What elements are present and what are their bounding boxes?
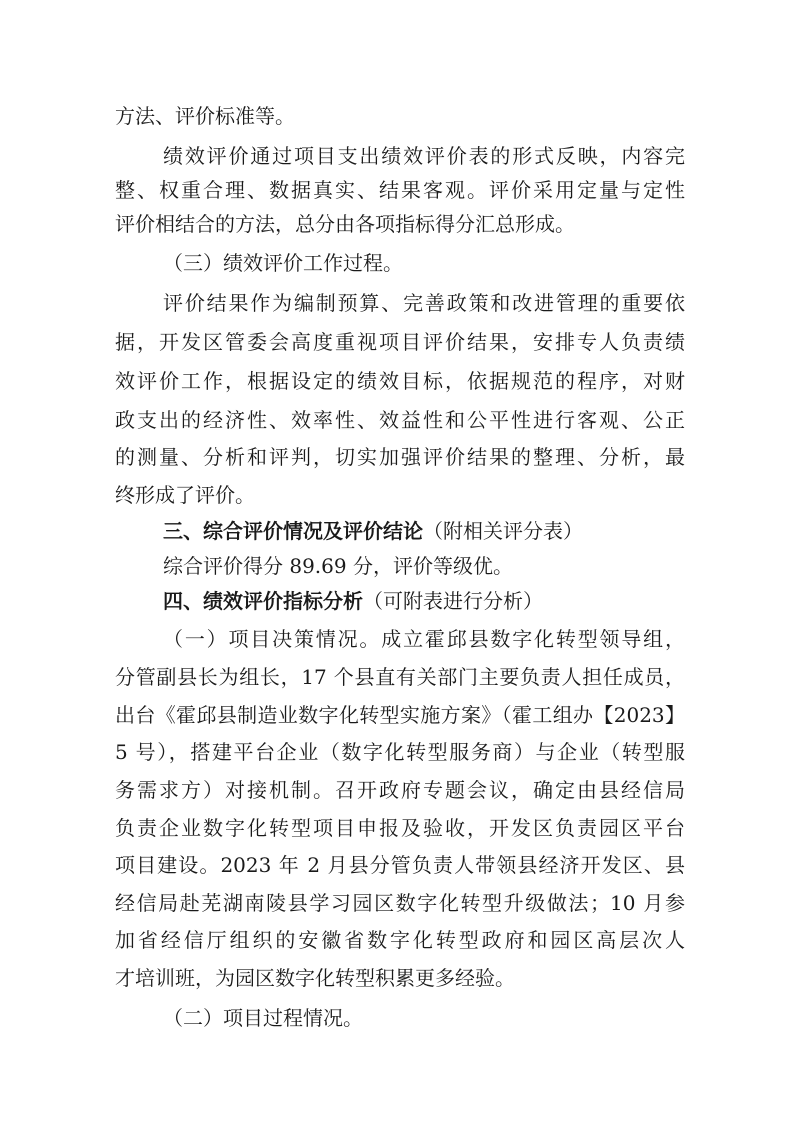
text-line: 务需求方）对接机制。召开政府专题会议，确定由县经信局 (115, 778, 685, 802)
section-heading-4 (163, 586, 685, 616)
text-line: 绩效评价通过项目支出绩效评价表的形式反映，内容完 (163, 144, 685, 168)
text-line: 方法、评价标准等。 (115, 104, 295, 128)
text-line: 据，开发区管委会高度重视项目评价结果，安排专人负责绩 (115, 330, 685, 354)
section-heading: （三）绩效评价工作过程。 (163, 251, 403, 275)
text-line: 项目建设。2023 年 2 月县分管负责人带领县经济开发区、县 (115, 853, 685, 877)
text-line: 5 号），搭建平台企业（数字化转型服务商）与企业（转型服 (115, 740, 685, 764)
text-line: 加省经信厅组织的安徽省数字化转型政府和园区高层次人 (115, 928, 685, 952)
text-line: 评价结果作为编制预算、完善政策和改进管理的重要依 (163, 291, 685, 315)
heading-bold: 三、综合评价情况及评价结论 (163, 519, 423, 543)
text-line: 的测量、分析和评判，切实加强评价结果的整理、分析，最 (115, 445, 685, 469)
text-line: 评价相结合的方法，总分由各项指标得分汇总形成。 (115, 212, 575, 236)
text-line: 综合评价得分 89.69 分，评价等级优。 (163, 554, 513, 578)
heading-note: （附相关评分表） (423, 519, 583, 543)
text-line: 出台《霍邱县制造业数字化转型实施方案》（霍工组办【2023】 (115, 703, 685, 727)
text-line: 经信局赴芜湖南陵县学习园区数字化转型升级做法；10 月参 (115, 891, 685, 915)
text-line: 负责企业数字化转型项目申报及验收，开发区负责园区平台 (115, 816, 685, 840)
text-line: 效评价工作，根据设定的绩效目标，依据规范的程序，对财 (115, 369, 685, 393)
section-heading: （二）项目过程情况。 (163, 1006, 363, 1030)
text-line: 终形成了评价。 (115, 483, 255, 507)
text-line: 才培训班，为园区数字化转型积累更多经验。 (115, 966, 515, 990)
text-line: （一）项目决策情况。成立霍邱县数字化转型领导组， (163, 627, 685, 651)
text-line: 政支出的经济性、效率性、效益性和公平性进行客观、公正 (115, 408, 685, 432)
section-heading-3 (163, 516, 685, 546)
text-line: 分管副县长为组长，17 个县直有关部门主要负责人担任成员， (115, 665, 685, 689)
heading-bold: 四、绩效评价指标分析 (163, 589, 363, 613)
heading-note: （可附表进行分析） (363, 589, 543, 613)
text-line: 整、权重合理、数据真实、结果客观。评价采用定量与定性 (115, 178, 685, 202)
